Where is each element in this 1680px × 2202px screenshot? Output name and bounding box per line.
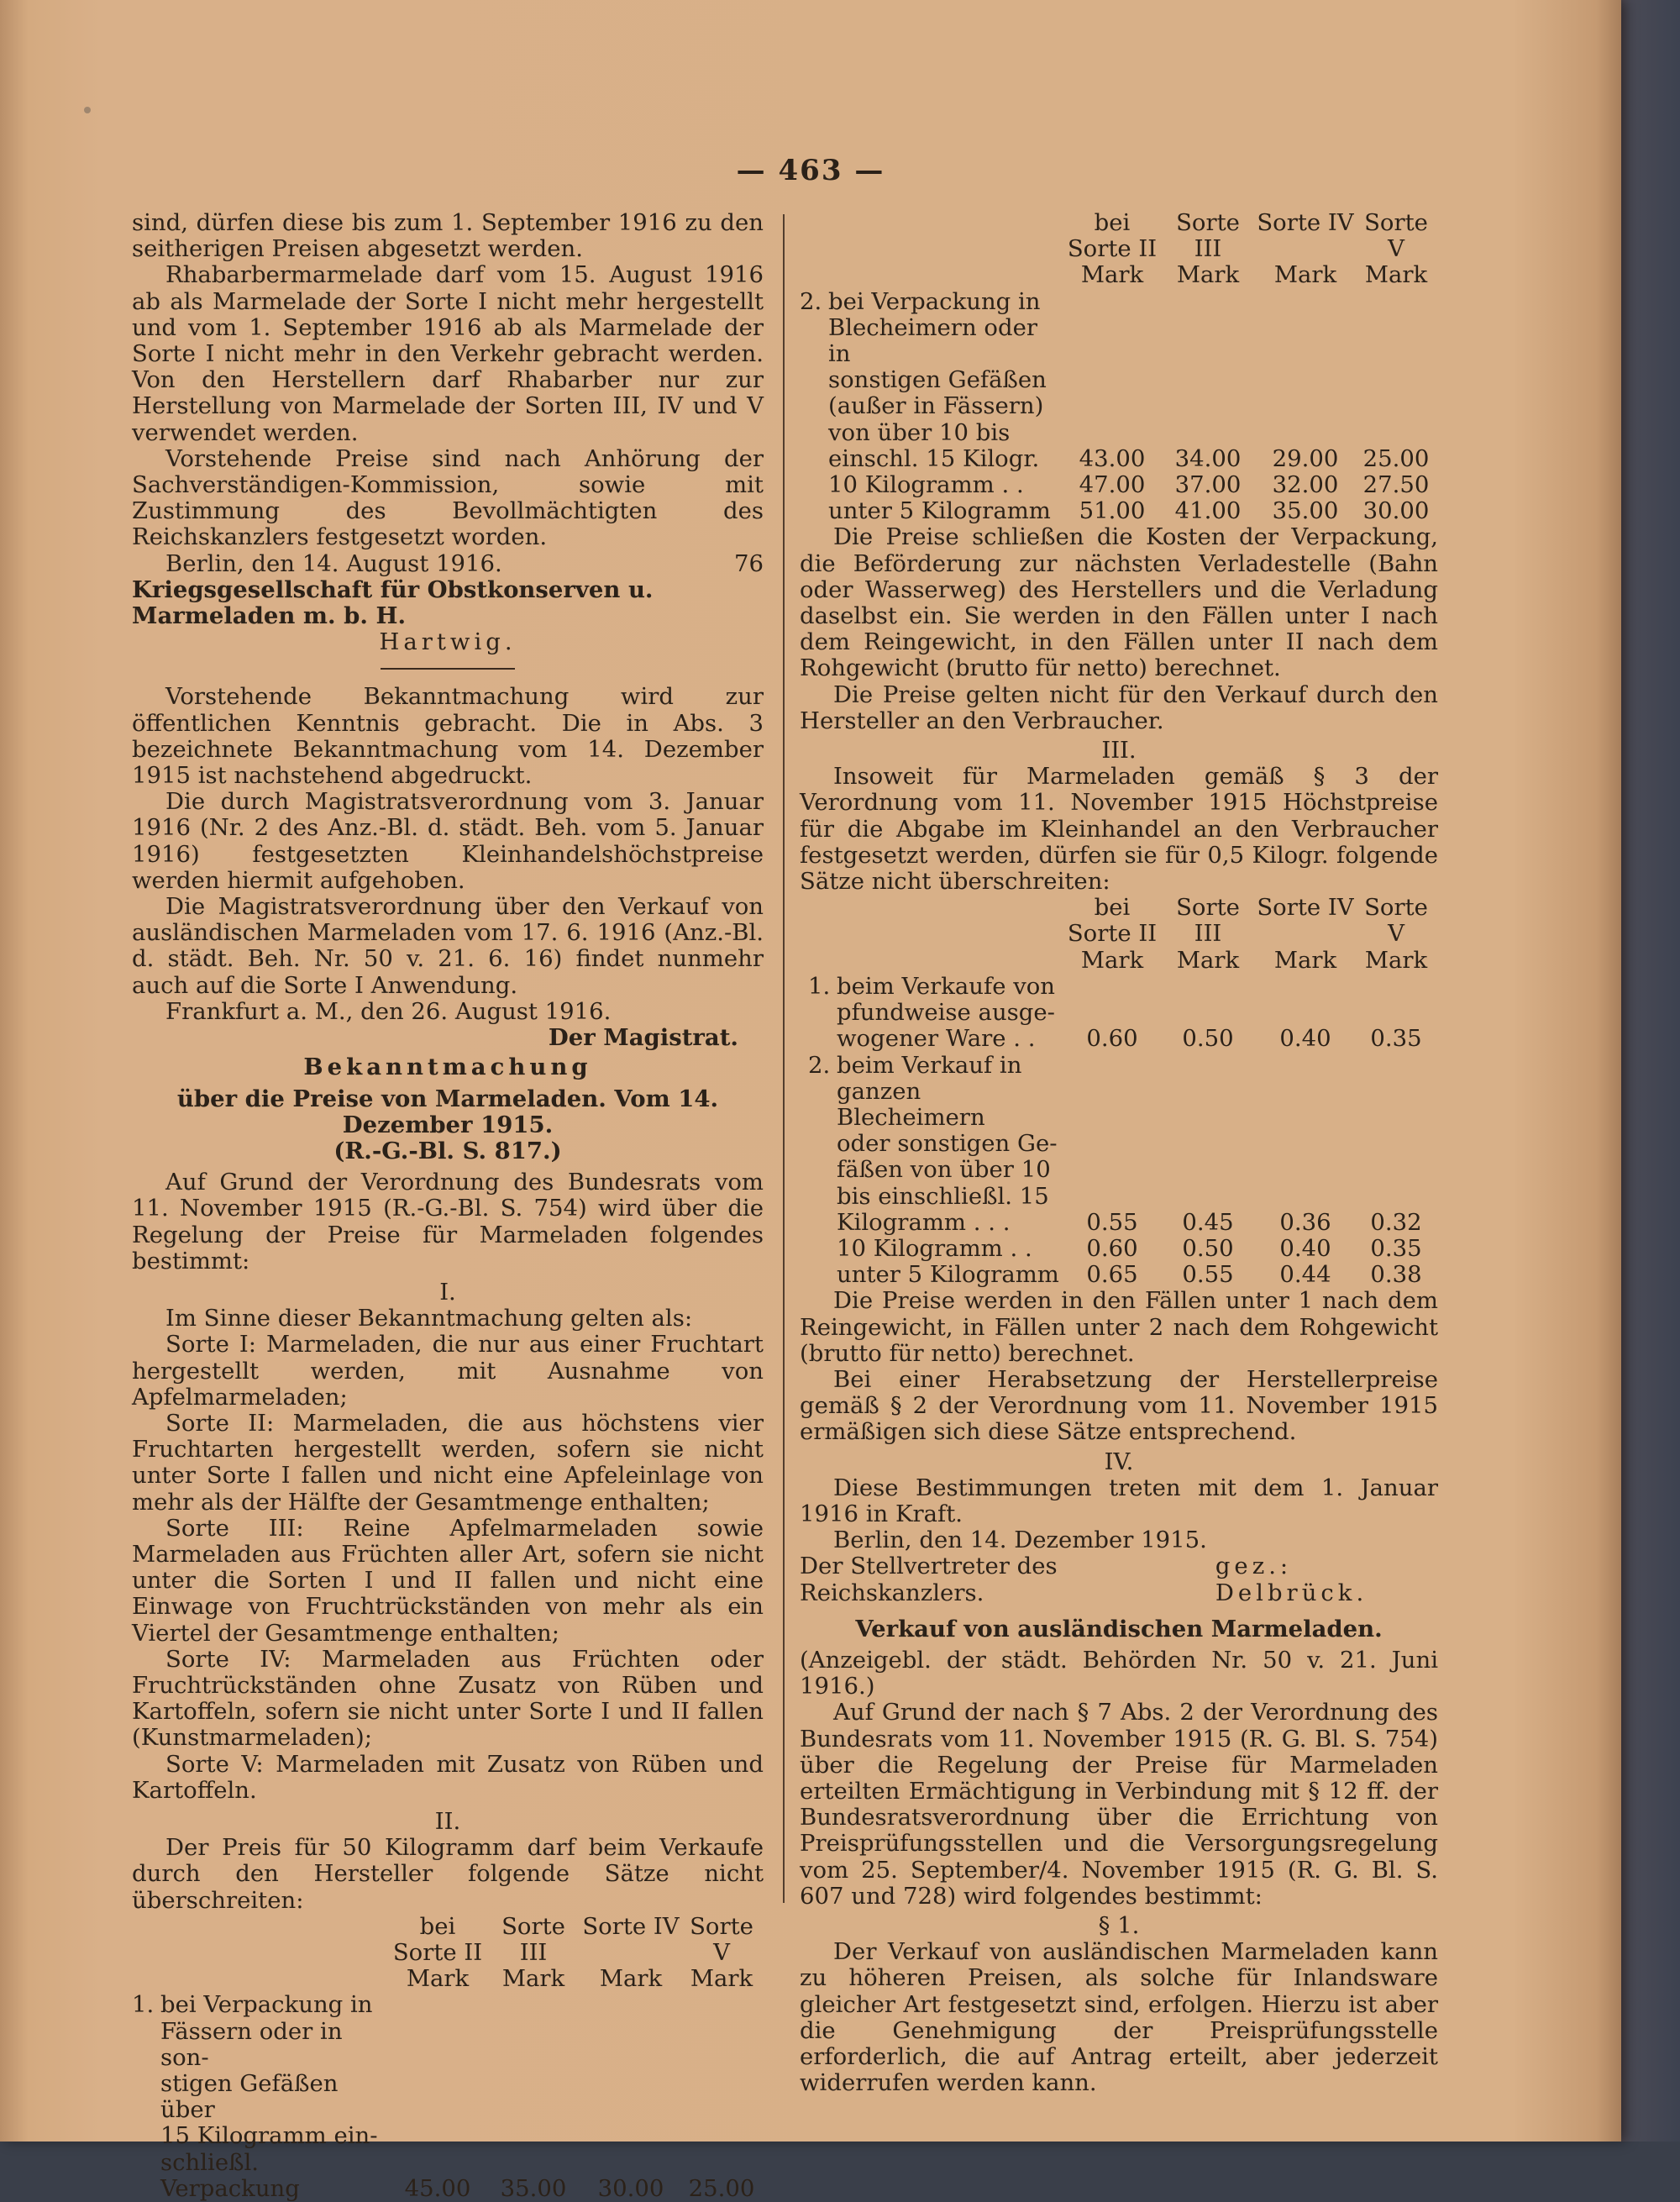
section-number: III. bbox=[1101, 737, 1137, 765]
price-value: 0.50 bbox=[1182, 1025, 1234, 1053]
price-value: 0.32 bbox=[1370, 1208, 1422, 1236]
society-name: Kriegsgesellschaft für Obstkonserven u. Marmeladen m. b. H. bbox=[132, 575, 654, 630]
price-value: 0.35 bbox=[1370, 1025, 1422, 1053]
paragraph: Sorte II: Marmeladen, die aus höchstens vier Fruchtarten hergestellt werden, sofern sie nicht unter Sorte I fallen und nicht eine Apfeleinlage von mehr als der Hälfte der Gesamtmenge enthalten; bbox=[132, 1409, 764, 1516]
label-line: bei Verpackung in bbox=[160, 1991, 373, 2019]
column-header: Sorte V bbox=[1364, 894, 1428, 948]
unit-label: Mark bbox=[1176, 261, 1240, 289]
row-label bbox=[828, 1053, 1065, 1236]
paragraph: Die Magistratsverordnung über den Verkauf von ausländischen Marmeladen vom 17. 6. 1916 (Anz.-Bl. d. städt. Beh. Nr. 50 v. 21. 6. 16) findet nunmehr auch auf die Sorte I Anwendung. bbox=[132, 893, 764, 999]
row-label bbox=[820, 289, 1065, 472]
column-header: Sorte IV bbox=[582, 1912, 680, 1940]
row-number: 1. bbox=[808, 972, 831, 1000]
label-line: beim Verkauf in bbox=[837, 1051, 1022, 1079]
unit-label: Mark bbox=[1273, 261, 1337, 289]
paragraph: Der Preis für 50 Kilogramm darf beim Verkaufe durch den Hersteller folgende Sätze nicht überschreiten: bbox=[132, 1834, 764, 1914]
paragraph: Sorte III: Reine Apfelmarmeladen sowie Marmeladen aus Früchten aller Art, sofern sie nicht unter die Sorten I und II fallen und nicht eine Einwage von Fruchtrückständen von mehr als ein Viertel der Gesamtmenge enthalten; bbox=[132, 1514, 764, 1647]
paragraph: Insoweit für Marmeladen gemäß § 3 der Verordnung vom 11. November 1915 Höchstpreise für die Abgabe im Kleinhandel an den Verbraucher festgesetzt werden, dürfen sie für 0,5 Kilogr. folgende Sätze nicht überschreiten: bbox=[800, 763, 1438, 896]
price-value: 34.00 bbox=[1174, 444, 1242, 472]
heading: über die Preise von Marmeladen. Vom 14. Dezember 1915. bbox=[176, 1085, 719, 1138]
paragraph: Sorte V: Marmeladen mit Zusatz von Rüben und Kartoffeln. bbox=[132, 1750, 764, 1804]
paper-stain bbox=[84, 107, 91, 113]
price-value: 0.60 bbox=[1086, 1234, 1138, 1262]
row-values bbox=[1065, 472, 1438, 498]
heading: Bekanntmachung bbox=[303, 1054, 592, 1081]
price-value: 30.00 bbox=[597, 2174, 664, 2202]
row-values bbox=[1065, 289, 1438, 472]
column-header: Sorte III bbox=[1176, 894, 1240, 948]
place-date: Frankfurt a. M., den 26. August 1916. bbox=[165, 997, 612, 1025]
label-line: 15 Kilogramm ein- bbox=[160, 2122, 378, 2150]
signer: Hartwig. bbox=[379, 628, 517, 656]
section-number: § 1. bbox=[1098, 1912, 1140, 1939]
price-value: 0.40 bbox=[1279, 1234, 1331, 1262]
paragraph: Die Preise werden in den Fällen unter 1 nach dem Reingewicht, in Fällen unter 2 nach dem Rohgewicht (brutto für netto) berechnet. bbox=[800, 1287, 1438, 1367]
row-label: unter 5 Kilogramm bbox=[828, 497, 1051, 525]
row-label bbox=[828, 974, 1065, 1053]
paragraph: Rhabarbermarmelade darf vom 15. August 1916 ab als Marmelade der Sorte I nicht mehr hergestellt und vom 1. September 1916 ab als Marmelade der Sorte I nicht mehr in den Verkehr gebracht werden. Von den Herstellern darf Rhabarber nur zur Herstellung von Marmelade der Sorten III, IV und V verwendet werden. bbox=[132, 261, 764, 446]
price-value: 43.00 bbox=[1079, 444, 1146, 472]
signer: gez.: Delbrück. bbox=[1215, 1553, 1368, 1606]
page-number: — 463 — bbox=[736, 154, 885, 187]
paragraph: Die durch Magistratsverordnung vom 3. Januar 1916 (Nr. 2 des Anz.-Bl. d. städt. Beh. vom 5. Januar 1916) festgesetzten Kleinhandelshöchstpreise werden hiermit aufgehoben. bbox=[132, 788, 764, 894]
price-row bbox=[800, 498, 1438, 524]
row-number: 2. bbox=[808, 1051, 831, 1079]
unit-label: Mark bbox=[501, 1965, 565, 1993]
section-number: I. bbox=[439, 1278, 456, 1306]
price-table-units bbox=[800, 948, 1438, 974]
paragraph: Die Preise gelten nicht für den Verkauf durch den Hersteller an den Verbraucher. bbox=[800, 681, 1438, 734]
paragraph: Der Verkauf von ausländischen Marmeladen kann zu höheren Preisen, als solche für Inlandsware gleicher Art festgesetzt sind, erfolgen. Hierzu ist aber die Genehmigung der Preisprüfungsstelle erforderlich, die auf Antrag erteilt, aber jederzeit widerrufen werden kann. bbox=[800, 1938, 1438, 2097]
paragraph: sind, dürfen diese bis zum 1. September 1916 zu den seitherigen Preisen abgesetzt werden. bbox=[132, 209, 764, 263]
unit-label: Mark bbox=[1080, 946, 1144, 974]
paragraph: Vorstehende Preise sind nach Anhörung der Sachverständigen-Kommission, sowie mit Zustimmung des Bevollmächtigten des Reichskanzlers festgesetzt worden. bbox=[132, 444, 764, 551]
price-row bbox=[800, 1262, 1438, 1288]
price-value: 25.00 bbox=[1362, 444, 1430, 472]
label-line: Fässern oder in son- bbox=[160, 2017, 343, 2071]
column-header: Sorte V bbox=[690, 1912, 753, 1966]
place-date: Berlin, den 14. August 1916. bbox=[165, 549, 502, 577]
unit-label: Mark bbox=[690, 1965, 753, 1993]
row-values bbox=[1065, 1236, 1438, 1262]
label-line: stigen Gefäßen über bbox=[160, 2070, 339, 2124]
price-value: 27.50 bbox=[1362, 471, 1430, 499]
paragraph: Auf Grund der Verordnung des Bundesrats vom 11. November 1915 (R.-G.-Bl. S. 754) wird über die Regelung der Preise für Marmeladen folgendes bestimmt: bbox=[132, 1169, 764, 1274]
label-line: (außer in Fässern) bbox=[828, 392, 1044, 420]
price-value: 35.00 bbox=[500, 2174, 567, 2202]
label-line: schließl. Verpackung bbox=[160, 2148, 300, 2202]
label-line: bis einschließl. 15 bbox=[837, 1182, 1049, 1210]
unit-label: Mark bbox=[1364, 261, 1428, 289]
paragraph: Im Sinne dieser Bekanntmachung gelten als: bbox=[165, 1305, 693, 1332]
unit-label: Mark bbox=[1364, 946, 1428, 974]
price-value: 30.00 bbox=[1362, 497, 1430, 525]
paragraph: (Anzeigebl. der städt. Behörden Nr. 50 v. 21. Juni 1916.) bbox=[800, 1646, 1438, 1700]
row-label: 10 Kilogramm . . bbox=[837, 1234, 1032, 1262]
price-value: 41.00 bbox=[1174, 497, 1242, 525]
label-line: beim Verkaufe von bbox=[837, 972, 1056, 1000]
paragraph: Vorstehende Bekanntmachung wird zur öffentlichen Kenntnis gebracht. Die in Abs. 3 bezeichnete Bekanntmachung vom 14. Dezember 1915 ist nachstehend abgedruckt. bbox=[132, 683, 764, 790]
section-number: IV. bbox=[1104, 1448, 1134, 1475]
price-row bbox=[800, 289, 1438, 472]
price-value: 0.35 bbox=[1370, 1234, 1422, 1262]
label-line: von über 10 bis bbox=[828, 418, 1011, 446]
right-column bbox=[800, 210, 1438, 2096]
row-values bbox=[391, 1992, 764, 2202]
price-value: 0.65 bbox=[1086, 1261, 1138, 1289]
price-table-units bbox=[800, 262, 1438, 288]
price-table-header bbox=[132, 1914, 764, 1966]
price-value: 0.55 bbox=[1182, 1261, 1234, 1289]
signer-title: Der Stellvertreter des Reichskanzlers. bbox=[800, 1553, 1058, 1606]
unit-label: Mark bbox=[406, 1965, 470, 1993]
paragraph: Die Preise schließen die Kosten der Verpackung, die Beförderung zur nächsten Verladestelle (Bahn oder Wasserweg) des Herstellers und die Verladung daselbst ein. Sie werden in den Fällen unter I nach dem Reingewicht, in den Fällen unter II nach dem Rohgewicht (brutto für netto) berechnet. bbox=[800, 523, 1438, 682]
paragraph: Bei einer Herabsetzung der Herstellerpreise gemäß § 2 der Verordnung vom 11. November 1915 ermäßigen sich diese Sätze entsprechend. bbox=[800, 1365, 1438, 1446]
paragraph: Diese Bestimmungen treten mit dem 1. Januar 1916 in Kraft. bbox=[800, 1474, 1438, 1527]
left-column bbox=[132, 210, 764, 2202]
label-line: einschl. 15 Kilogr. bbox=[828, 444, 1040, 472]
price-value: 0.45 bbox=[1182, 1208, 1234, 1236]
price-value: 45.00 bbox=[404, 2174, 471, 2202]
column-header: Sorte V bbox=[1364, 209, 1428, 263]
label-line: ganzen Blecheimern bbox=[837, 1077, 985, 1131]
heading: Verkauf von ausländischen Marmeladen. bbox=[855, 1615, 1383, 1642]
paragraph: Auf Grund der nach § 7 Abs. 2 der Verordnung des Bundesrats vom 11. November 1915 (R. G. Bl. S. 754) über die Regelung der Preise für Marmeladen erteilten Ermächtigung in Verbindung mit § 12 ff. der Bundesratsverordnung über die Errichtung von Preisprüfungsstellen und die Versorgungsregelung vom 25. September/4. November 1915 (R. G. Bl. S. 607 und 728) wird folgendes bestimmt: bbox=[800, 1699, 1438, 1910]
unit-label: Mark bbox=[599, 1965, 663, 1993]
column-header: Sorte III bbox=[1176, 209, 1240, 263]
price-value: 25.00 bbox=[688, 2174, 755, 2202]
price-value: 47.00 bbox=[1079, 471, 1146, 499]
section-number: II. bbox=[434, 1807, 461, 1835]
price-value: 0.44 bbox=[1279, 1261, 1331, 1289]
signer: Der Magistrat. bbox=[548, 1024, 738, 1052]
label-line: fäßen von über 10 bbox=[837, 1156, 1051, 1184]
heading: (R.-G.-Bl. S. 817.) bbox=[333, 1137, 562, 1164]
row-number: 2. bbox=[800, 287, 822, 315]
column-header: bei Sorte II bbox=[1067, 894, 1158, 948]
column-header: Sorte IV bbox=[1257, 209, 1354, 236]
price-row bbox=[800, 1236, 1438, 1262]
column-header: bei Sorte II bbox=[1067, 209, 1158, 263]
unit-label: Mark bbox=[1176, 946, 1240, 974]
row-values bbox=[1065, 974, 1438, 1053]
price-value: 0.40 bbox=[1279, 1025, 1331, 1053]
price-value: 29.00 bbox=[1272, 444, 1339, 472]
price-value: 0.55 bbox=[1086, 1208, 1138, 1236]
price-value: 37.00 bbox=[1174, 471, 1242, 499]
price-value: 0.50 bbox=[1182, 1234, 1234, 1262]
row-label: unter 5 Kilogramm bbox=[837, 1261, 1059, 1289]
column-divider bbox=[783, 214, 785, 1903]
row-values bbox=[1065, 498, 1438, 524]
label-line: oder sonstigen Ge- bbox=[837, 1130, 1058, 1158]
row-values bbox=[1065, 1262, 1438, 1288]
place-date: Berlin, den 14. Dezember 1915. bbox=[833, 1527, 1207, 1554]
divider-rule bbox=[381, 668, 515, 670]
price-table-header bbox=[800, 210, 1438, 262]
price-value: 51.00 bbox=[1079, 497, 1146, 525]
row-number: 1. bbox=[132, 1991, 155, 2019]
paragraph: Sorte IV: Marmeladen aus Früchten oder Fruchtrückständen ohne Zusatz von Rüben und Kartoffeln, sofern sie nicht unter Sorte I und II fallen (Kunstmarmeladen); bbox=[132, 1645, 764, 1752]
price-row bbox=[800, 974, 1438, 1053]
price-value: 32.00 bbox=[1272, 471, 1339, 499]
paragraph: Sorte I: Marmeladen, die nur aus einer Fruchtart hergestellt werden, mit Ausnahme von Apfelmarmeladen; bbox=[132, 1331, 764, 1411]
label-line: bei Verpackung in bbox=[828, 287, 1041, 315]
unit-label: Mark bbox=[1273, 946, 1337, 974]
signature-line bbox=[800, 1553, 1438, 1606]
label-line: Kilogramm . . . bbox=[837, 1208, 1011, 1236]
unit-label: Mark bbox=[1080, 261, 1144, 289]
row-label bbox=[152, 1992, 391, 2202]
price-table-units bbox=[132, 1966, 764, 1992]
column-header: Sorte IV bbox=[1257, 894, 1354, 922]
label-line: Blecheimern oder in bbox=[828, 313, 1037, 368]
price-row bbox=[800, 472, 1438, 498]
row-values bbox=[1065, 1053, 1438, 1236]
place-date-line bbox=[132, 551, 764, 577]
label-line: sonstigen Gefäßen bbox=[828, 366, 1047, 394]
price-value: 0.36 bbox=[1279, 1208, 1331, 1236]
price-value: 35.00 bbox=[1272, 497, 1339, 525]
price-table-header bbox=[800, 895, 1438, 947]
label-line: pfundweise ausge- bbox=[837, 999, 1055, 1027]
price-row bbox=[132, 1992, 764, 2202]
price-row bbox=[800, 1053, 1438, 1236]
price-value: 0.38 bbox=[1370, 1261, 1422, 1289]
label-line: wogener Ware . . bbox=[837, 1025, 1036, 1053]
notice-number: 76 bbox=[734, 549, 764, 577]
row-label: 10 Kilogramm . . bbox=[828, 471, 1024, 499]
column-header: Sorte III bbox=[501, 1912, 565, 1966]
column-header: bei Sorte II bbox=[392, 1912, 483, 1966]
price-value: 0.60 bbox=[1086, 1025, 1138, 1053]
